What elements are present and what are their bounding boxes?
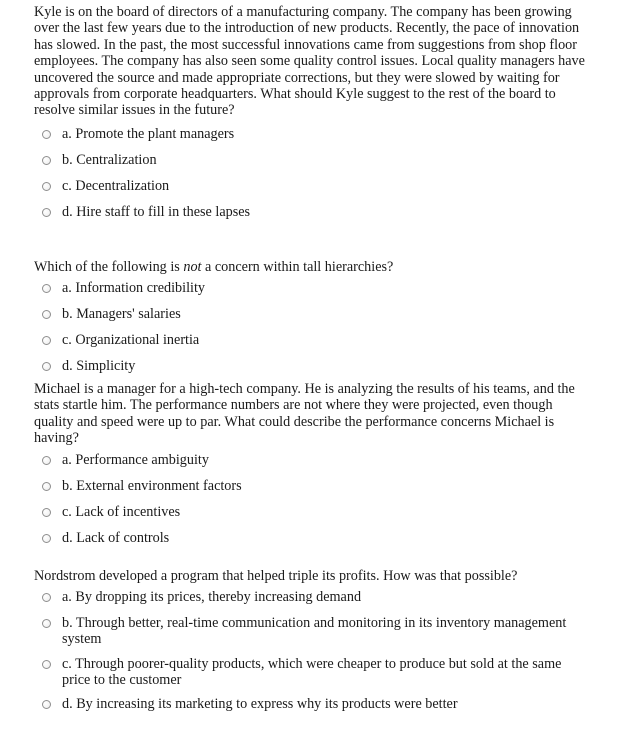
radio-button[interactable]: [42, 700, 51, 709]
option-label: c. Decentralization: [62, 178, 170, 194]
option-label: a. Performance ambiguity: [62, 452, 209, 468]
option-label: d. Lack of controls: [62, 530, 170, 546]
option-label: b. External environment factors: [62, 478, 242, 494]
question-4-option-c[interactable]: [42, 656, 582, 689]
question-2-option-a[interactable]: [42, 280, 582, 296]
question-3-option-c[interactable]: [42, 504, 582, 520]
radio-button[interactable]: [42, 534, 51, 543]
question-2-option-c[interactable]: [42, 332, 582, 348]
radio-button[interactable]: [42, 619, 51, 628]
question-1-option-a[interactable]: [42, 126, 582, 142]
option-label: c. Organizational inertia: [62, 332, 200, 348]
radio-button[interactable]: [42, 156, 51, 165]
question-4-option-d[interactable]: [42, 696, 582, 712]
radio-button[interactable]: [42, 508, 51, 517]
question-4: [34, 568, 594, 712]
option-label: d. Hire staff to fill in these lapses: [62, 204, 251, 220]
radio-button[interactable]: [42, 284, 51, 293]
radio-button[interactable]: [42, 336, 51, 345]
radio-button[interactable]: [42, 130, 51, 139]
option-label: a. By dropping its prices, thereby increasing demand: [62, 589, 362, 605]
question-2-option-d[interactable]: [42, 358, 582, 374]
option-label: c. Lack of incentives: [62, 504, 181, 520]
question-4-option-a[interactable]: [42, 589, 582, 605]
question-4-option-b[interactable]: [42, 615, 582, 648]
radio-button[interactable]: [42, 593, 51, 602]
question-2-stem: [34, 259, 594, 275]
radio-button[interactable]: [42, 456, 51, 465]
question-1-stem: Kyle is on the board of directors of a manufacturing company. The company has been growing over the last few years due to the introduction of new products. Recently, the pace of innovation has slowed. In the past, the most successful innovations came from suggestions from shop floor employees. The company has also seen some quality control issues. Local quality managers have uncovered the source and made appropriate corrections, but they were slowed by waiting for approvals from corporate headquarters. What should Kyle suggest to the rest of the board to resolve similar issues in the future?: [34, 4, 585, 119]
question-3-option-d[interactable]: [42, 530, 582, 546]
question-2-stem-start: Which of the following is: [34, 259, 184, 275]
question-3-option-a[interactable]: [42, 452, 582, 468]
question-1-option-b[interactable]: [42, 152, 582, 168]
option-label: a. Promote the plant managers: [62, 126, 235, 142]
radio-button[interactable]: [42, 208, 51, 217]
option-label: d. By increasing its marketing to express why its products were better: [62, 696, 458, 712]
option-label: b. Through better, real-time communication and monitoring in its inventory management system: [62, 615, 567, 648]
radio-button[interactable]: [42, 310, 51, 319]
radio-button[interactable]: [42, 482, 51, 491]
question-3: [34, 381, 594, 546]
question-1: [34, 4, 594, 220]
question-3-stem: Michael is a manager for a high-tech company. He is analyzing the results of his teams, and the stats startle him. The performance numbers are not where they were projected, even though quality and speed were up to par. What could describe the performance concerns Michael is having?: [34, 381, 575, 447]
question-2: [34, 259, 594, 374]
radio-button[interactable]: [42, 660, 51, 669]
radio-button[interactable]: [42, 362, 51, 371]
option-label: b. Managers' salaries: [62, 306, 181, 322]
option-label: a. Information credibility: [62, 280, 206, 296]
question-2-option-b[interactable]: [42, 306, 582, 322]
radio-button[interactable]: [42, 182, 51, 191]
option-label: d. Simplicity: [62, 358, 136, 374]
question-1-option-d[interactable]: [42, 204, 582, 220]
question-2-stem-end: a concern within tall hierarchies?: [201, 259, 394, 275]
question-4-stem: Nordstrom developed a program that helped triple its profits. How was that possible?: [34, 568, 518, 584]
option-label: c. Through poorer-quality products, which were cheaper to produce but sold at the same price to the customer: [62, 656, 562, 689]
question-1-option-c[interactable]: [42, 178, 582, 194]
option-label: b. Centralization: [62, 152, 157, 168]
question-2-stem-emphasis: not: [183, 259, 202, 275]
question-3-option-b[interactable]: [42, 478, 582, 494]
